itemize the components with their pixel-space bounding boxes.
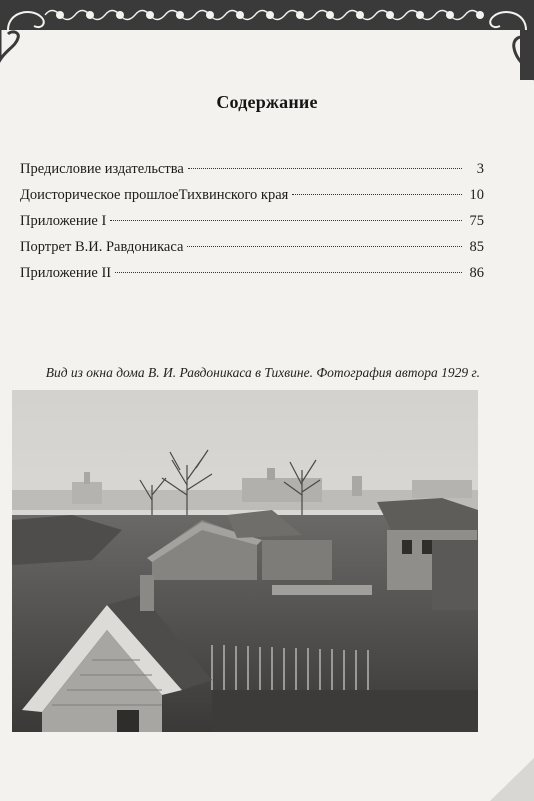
historical-photograph bbox=[12, 390, 478, 732]
toc-entry-label: Доисторическое прошлоеТихвинского края bbox=[20, 187, 289, 203]
toc-entry[interactable] bbox=[20, 160, 484, 186]
toc-entry-page: 75 bbox=[469, 213, 484, 229]
contents-title: Содержание bbox=[216, 92, 318, 112]
photo-caption: Вид из окна дома В. И. Равдоникаса в Тихвине. Фотография автора 1929 г. bbox=[45, 365, 480, 380]
toc-entry-page: 3 bbox=[476, 161, 484, 177]
toc-entry-label: Приложение I bbox=[20, 213, 107, 229]
toc-entry-page: 85 bbox=[469, 239, 484, 255]
dot-leader bbox=[115, 272, 462, 273]
toc-entry-label: Предисловие издательства bbox=[20, 161, 184, 177]
dot-leader bbox=[110, 220, 462, 221]
scroll-ornament-icon bbox=[0, 0, 534, 82]
toc-entry[interactable] bbox=[20, 238, 484, 264]
village-photo-image bbox=[12, 390, 478, 732]
toc-entry-page: 10 bbox=[469, 187, 484, 203]
toc-entry-page: 86 bbox=[469, 265, 484, 281]
toc-entry[interactable] bbox=[20, 264, 484, 290]
toc-entry[interactable] bbox=[20, 186, 484, 212]
toc-entry[interactable] bbox=[20, 212, 484, 238]
table-of-contents bbox=[20, 160, 484, 290]
dot-leader bbox=[188, 168, 462, 169]
dot-leader bbox=[292, 194, 462, 195]
toc-entry-label: Приложение II bbox=[20, 265, 112, 281]
toc-entry-label: Портрет В.И. Равдоникаса bbox=[20, 239, 184, 255]
page-shadow-edge bbox=[470, 738, 534, 801]
dot-leader bbox=[187, 246, 462, 247]
